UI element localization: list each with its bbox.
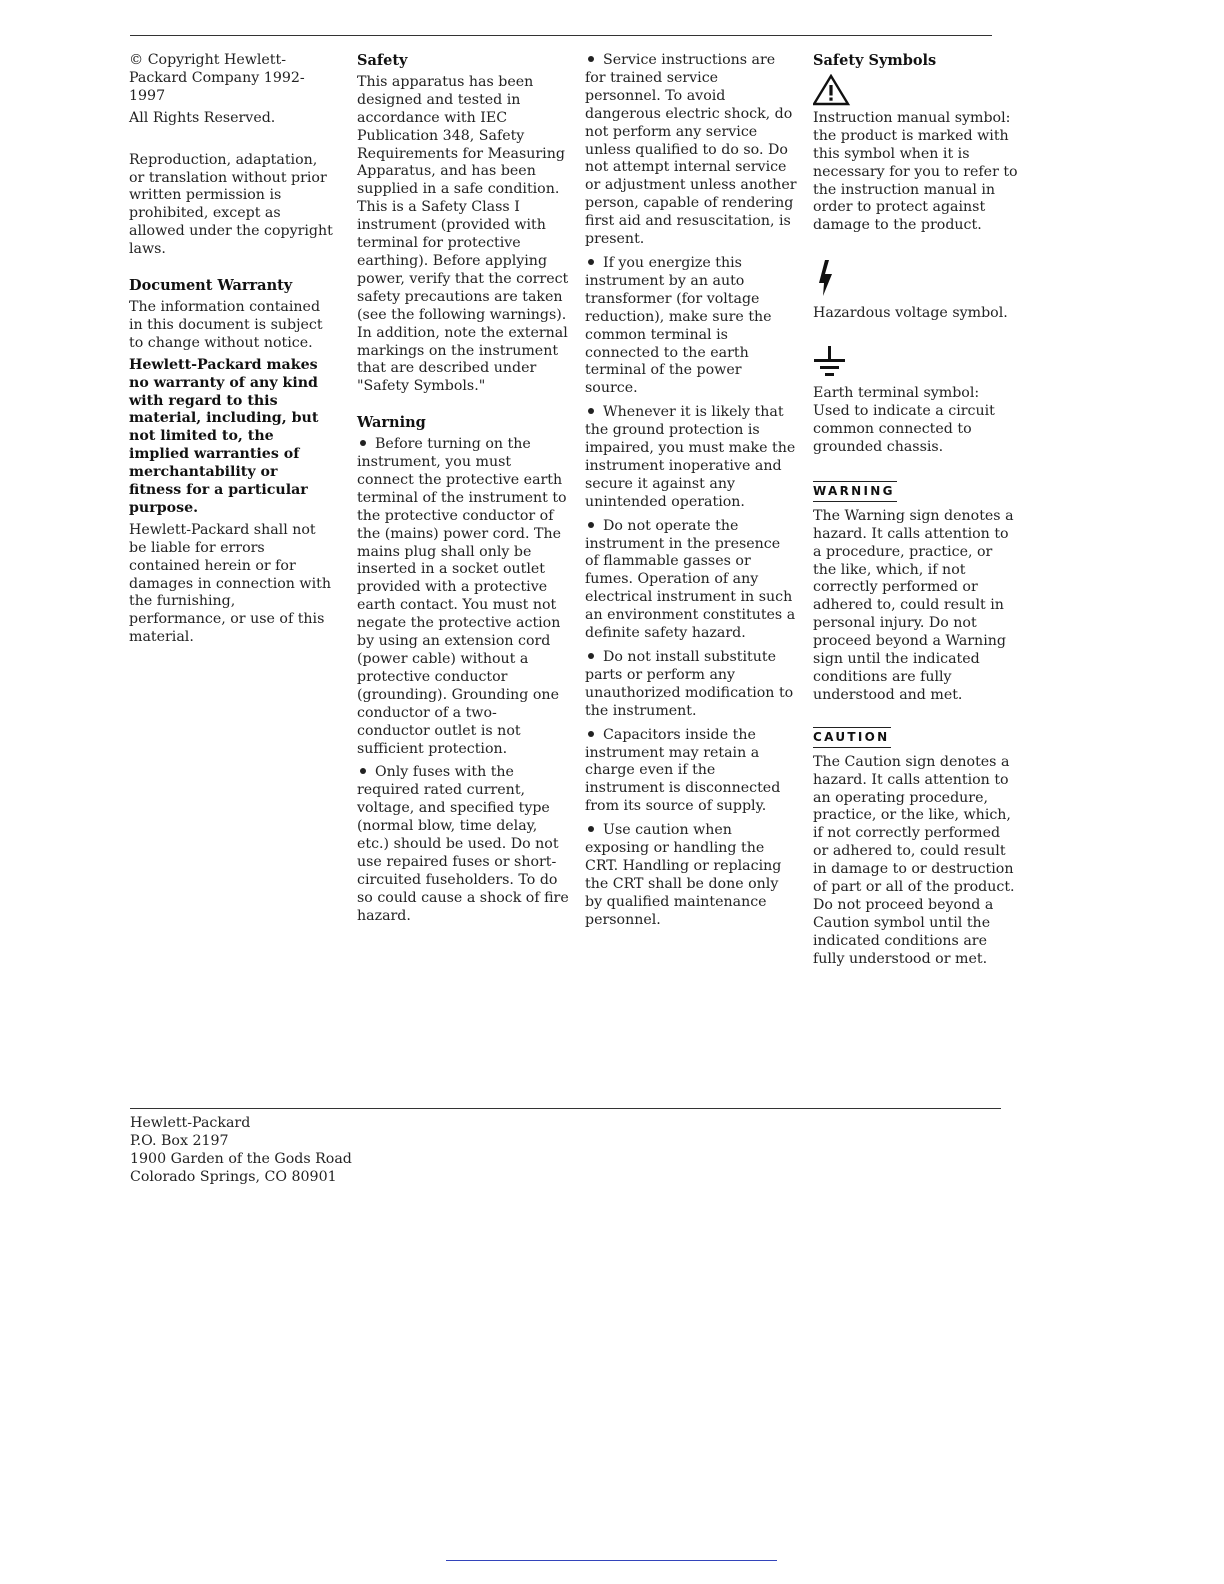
caution-label-block: [813, 727, 1018, 748]
bullet-icon: [588, 259, 594, 265]
bullet-icon: [588, 408, 594, 414]
warning-label: WARNING: [813, 481, 897, 502]
top-rule: [130, 35, 992, 36]
warranty-text: The information contained in this document is subject to change without notice.: [129, 298, 323, 351]
bullet-icon: [360, 768, 366, 774]
bottom-link-line: [446, 1560, 777, 1561]
footer-company: Hewlett-Packard: [130, 1115, 251, 1131]
warning-label-block: [813, 481, 1018, 502]
footer-address: [130, 1115, 352, 1187]
warranty-disclaimer: Hewlett-Packard makes no warranty of any kind with regard to this material, including, but not limited to, the implied warranties of merchantability or fitness for a particular purpose.: [129, 356, 319, 516]
bullet-text: Use caution when exposing or handling the CRT. Handling or replacing the CRT shall be done only by qualified maintenance personnel.: [585, 822, 782, 928]
list-item: [357, 436, 569, 758]
warning-heading: Warning: [357, 414, 426, 432]
list-item: [585, 404, 797, 511]
bullet-text: Capacitors inside the instrument may retain a charge even if the instrument is disconnected from its source of supply.: [585, 726, 781, 815]
safety-heading: Safety: [357, 52, 408, 69]
earth-terminal-symbol-text: Earth terminal symbol: Used to indicate a circuit common connected to grounded chassis.: [813, 385, 995, 455]
bullet-icon: [588, 522, 594, 528]
warning-sign-text: The Warning sign denotes a hazard. It calls attention to a procedure, practice, or the like, which, if not correctly performed or adhered to, could result in personal injury. Do not proceed beyond a Warning sign until the indicated conditions are fully understood and met.: [813, 507, 1014, 703]
reproduction-notice: Reproduction, adaptation, or translation without prior written permission is prohibited, except as allowed under the copyright laws.: [129, 151, 333, 258]
footer-city: Colorado Springs, CO 80901: [130, 1168, 337, 1185]
footer-rule: [130, 1108, 1001, 1109]
bullet-icon: [588, 653, 594, 659]
hazardous-voltage-symbol-text: Hazardous voltage symbol.: [813, 305, 1008, 322]
service-bullet-list: [585, 52, 797, 930]
instruction-manual-symbol-text: Instruction manual symbol: the product is marked with this symbol when it is necessary for you to refer to the instruction manual in order to protect against damage to the product.: [813, 109, 1018, 234]
list-item: [357, 764, 569, 925]
bullet-text: Service instructions are for trained service personnel. To avoid dangerous electric shock, do not perform any service unless qualified to do so. Do not attempt internal service or adjustment unless another person, capable of rendering first aid and resuscitation, is present.: [585, 52, 797, 248]
bullet-text: Do not install substitute parts or perform any unauthorized modification to the instrument.: [585, 649, 794, 719]
list-item: [585, 255, 797, 398]
caution-sign-text: The Caution sign denotes a hazard. It calls attention to an operating procedure, practice, or the like, which, if not correctly performed or adhered to, could result in damage to or destruction of part or all of the product. Do not proceed beyond a Caution symbol until the indicated conditions are fully understood or met.: [813, 753, 1015, 967]
bullet-icon: [360, 440, 366, 446]
bullet-icon: [588, 731, 594, 737]
footer-street: 1900 Garden of the Gods Road: [130, 1150, 352, 1167]
list-item: [585, 822, 797, 929]
list-item: [585, 518, 797, 643]
hazardous-voltage-icon: [813, 259, 837, 299]
bullet-icon: [588, 56, 594, 62]
copyright-column: [129, 52, 334, 647]
footer-po-box: P.O. Box 2197: [130, 1132, 229, 1149]
rights-reserved: All Rights Reserved.: [129, 109, 276, 126]
list-item: [585, 727, 797, 817]
bullet-text: Only fuses with the required rated current, voltage, and specified type (normal blow, time delay, etc.) should be used. Do not use repaired fuses or short-circuited fuseholders. To do so could cause a shock of fire hazard.: [357, 764, 569, 924]
bullet-text: Do not operate the instrument in the presence of flammable gasses or fumes. Operation of any electrical instrument in such an environment constitutes a definite safety hazard.: [585, 517, 796, 642]
safety-symbols-heading: Safety Symbols: [813, 52, 937, 69]
bullet-icon: [588, 826, 594, 832]
instruction-manual-warning-icon: [813, 74, 851, 106]
bullet-text: If you energize this instrument by an auto transformer (for voltage reduction), make sure the common terminal is connected to the earth terminal of the power source.: [585, 254, 772, 397]
earth-terminal-icon: [813, 345, 847, 379]
list-item: [585, 52, 797, 249]
safety-symbols-column: [813, 52, 1018, 969]
bullet-text: Whenever it is likely that the ground protection is impaired, you must make the instrument inoperative and secure it against any unintended operation.: [585, 404, 796, 510]
safety-text: This apparatus has been designed and tested in accordance with IEC Publication 348, Safety Requirements for Measuring Apparatus, and has been supplied in a safe condition. This is a Safety Class I instrument (provided with terminal for protective earthing). Before applying power, verify that the correct safety precautions are taken (see the following warnings). In addition, note the external markings on the instrument that are described under "Safety Symbols.": [357, 73, 569, 395]
caution-label: CAUTION: [813, 727, 891, 748]
service-column: [585, 52, 797, 930]
document-warranty-heading: Document Warranty: [129, 277, 293, 295]
safety-column: [357, 52, 569, 926]
bullet-text: Before turning on the instrument, you must connect the protective earth terminal of the instrument to the protective conductor of the (mains) power cord. The mains plug shall only be inserted in a socket outlet provided with a protective earth contact. You must not negate the protective action by using an extension cord (power cable) without a protective conductor (grounding). Grounding one conductor of a two-conductor outlet is not sufficient protection.: [357, 436, 567, 757]
list-item: [585, 649, 797, 721]
liability-notice: Hewlett-Packard shall not be liable for errors contained herein or for damages in connection with the furnishing, performance, or use of this material.: [129, 521, 331, 646]
copyright-notice: © Copyright Hewlett-Packard Company 1992-1997: [129, 52, 305, 104]
warning-bullet-list: [357, 436, 569, 925]
